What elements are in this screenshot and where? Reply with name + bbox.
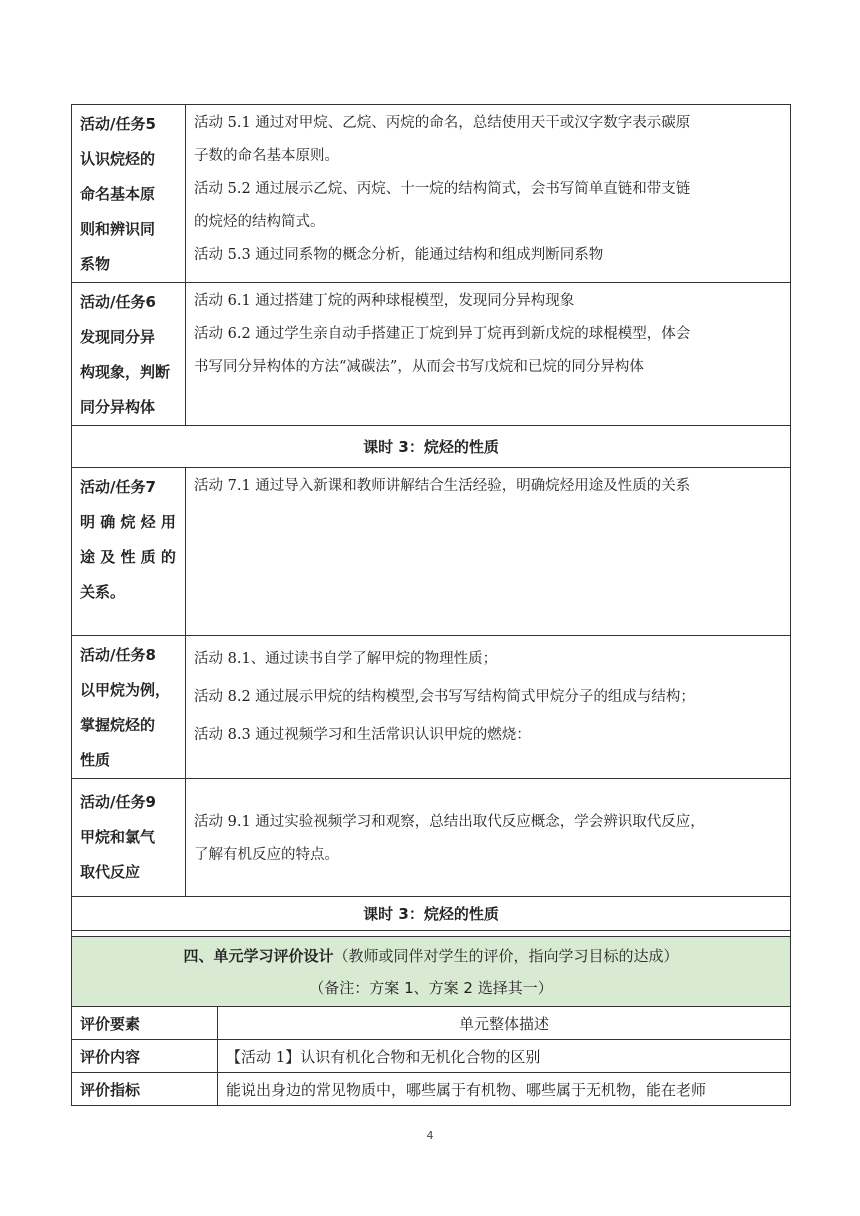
evaluation-table <box>71 936 791 1106</box>
section-heading <box>72 897 791 931</box>
eval-value-cell: 【活动 1】认识有机化合物和无机化合物的区别 <box>218 1040 791 1073</box>
label-line: 同分异构体 <box>80 398 156 416</box>
table-row <box>72 636 791 779</box>
table-row <box>72 937 791 1007</box>
activity-label-cell <box>72 468 186 636</box>
label-line: 取代反应 <box>80 863 141 881</box>
label-line: 活动/任务6 <box>80 293 156 311</box>
table-row <box>72 426 791 468</box>
evaluation-note: （备注：方案 1、方案 2 选择其一） <box>309 978 553 997</box>
label-line: 活动/任务5 <box>80 115 156 133</box>
label-line: 活动/任务8 <box>80 646 156 664</box>
label-line: 认识烷烃的 <box>80 150 156 168</box>
table-row <box>72 1073 791 1106</box>
section-heading <box>72 426 791 468</box>
activity-table <box>71 104 791 965</box>
activity-content-cell <box>186 105 791 283</box>
table-row <box>72 1040 791 1073</box>
label-line: 系物 <box>80 255 111 273</box>
content-line: 了解有机反应的特点。 <box>194 846 339 863</box>
label-line: 性质 <box>80 751 111 769</box>
evaluation-title <box>80 940 782 972</box>
section-title: 课时 3：烷烃的性质 <box>363 905 499 923</box>
content-line: 活动 8.1、通过读书自学了解甲烷的物理性质； <box>194 651 498 667</box>
content-line: 活动 8.3 通过视频学习和生活常识认识甲烷的燃烧： <box>194 727 531 743</box>
content-line: 子数的命名基本原则。 <box>194 148 339 164</box>
label-line: 命名基本原 <box>80 185 156 203</box>
evaluation-title-rest: （教师或同伴对学生的评价，指向学习目标的达成） <box>333 946 679 965</box>
activity-content-cell <box>186 636 791 779</box>
evaluation-heading <box>72 937 791 1007</box>
content-line: 活动 5.3 通过同系物的概念分析，能通过结构和组成判断同系物 <box>194 247 604 263</box>
activity-label-cell <box>72 105 186 283</box>
label-line: 关系。 <box>80 583 126 601</box>
label-line: 发现同分异 <box>80 328 156 346</box>
label-line: 途 及 性 质 的 <box>80 548 176 566</box>
label-line: 掌握烷烃的 <box>80 716 156 734</box>
label-line: 活动/任务7 <box>80 478 156 496</box>
table-row <box>72 1007 791 1040</box>
section-title: 课时 3：烷烃的性质 <box>363 438 499 456</box>
content-line: 活动 9.1 通过实验视频学习和观察，总结出取代反应概念，学会辨识取代反应， <box>194 813 705 830</box>
label-line: 活动/任务9 <box>80 793 156 811</box>
label-line: 则和辨识同 <box>80 220 156 238</box>
label-line: 以甲烷为例， <box>80 681 171 699</box>
content-line: 书写同分异构体的方法“减碳法”，从而会书写戊烷和已烷的同分异构体 <box>194 359 644 375</box>
label-line: 构现象，判断 <box>80 363 171 381</box>
eval-key-cell: 评价指标 <box>72 1073 218 1106</box>
table-row <box>72 779 791 897</box>
content-line: 活动 6.1 通过搭建丁烷的两种球棍模型，发现同分异构现象 <box>194 293 575 309</box>
activity-content-cell <box>186 468 791 636</box>
page-number: 4 <box>426 1129 434 1142</box>
content-line: 活动 8.2 通过展示甲烷的结构模型,会书写写结构简式甲烷分子的组成与结构； <box>194 689 695 705</box>
activity-content-cell <box>186 283 791 426</box>
eval-key-cell: 评价要素 <box>72 1007 218 1040</box>
activity-label-cell <box>72 779 186 897</box>
eval-value-cell: 能说出身边的常见物质中，哪些属于有机物、哪些属于无机物，能在老师 <box>218 1073 791 1106</box>
table-row <box>72 283 791 426</box>
label-line: 甲烷和氯气 <box>80 828 156 846</box>
activity-label-cell <box>72 636 186 779</box>
activity-label-cell <box>72 283 186 426</box>
table-row <box>72 897 791 931</box>
content-line: 活动 7.1 通过导入新课和教师讲解结合生活经验，明确烷烃用途及性质的关系 <box>194 478 691 494</box>
label-line: 明 确 烷 烃 用 <box>80 513 176 531</box>
table-row <box>72 105 791 283</box>
content-line: 的烷烃的结构简式。 <box>194 214 325 230</box>
evaluation-title-bold: 四、单元学习评价设计 <box>183 946 334 965</box>
content-line: 活动 6.2 通过学生亲自动手搭建正丁烷到异丁烷再到新戊烷的球棍模型，体会 <box>194 326 691 342</box>
activity-content-cell <box>186 779 791 897</box>
content-line: 活动 5.1 通过对甲烷、乙烷、丙烷的命名，总结使用天干或汉字数字表示碳原 <box>194 115 691 131</box>
eval-key-cell: 评价内容 <box>72 1040 218 1073</box>
content-line: 活动 5.2 通过展示乙烷、丙烷、十一烷的结构简式，会书写简单直链和带支链 <box>194 181 691 197</box>
eval-value-cell: 单元整体描述 <box>218 1007 791 1040</box>
table-row <box>72 468 791 636</box>
